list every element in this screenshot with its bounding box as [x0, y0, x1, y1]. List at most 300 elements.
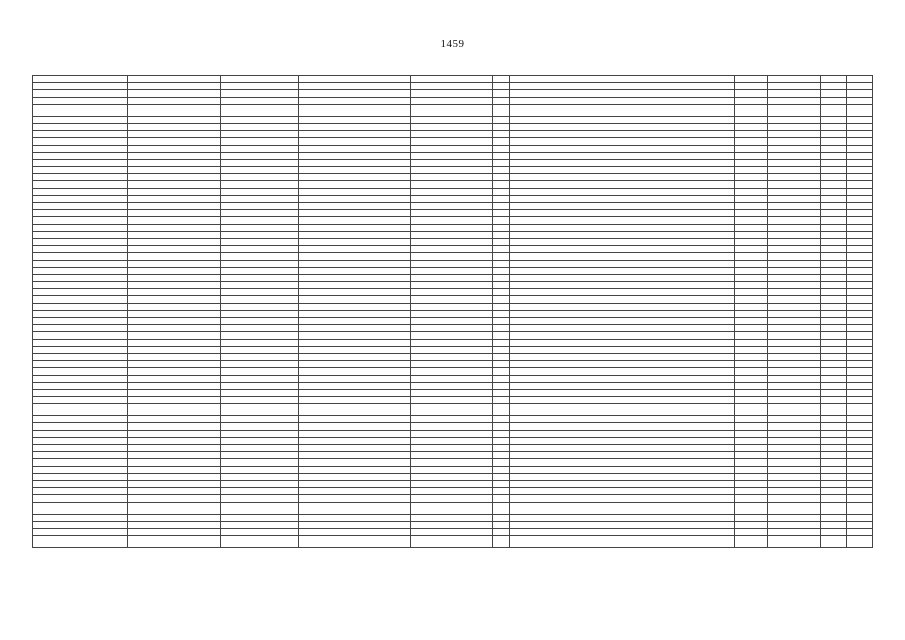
- district-cell: [33, 253, 128, 260]
- locality-cell: [221, 195, 299, 202]
- locality-cell: [221, 76, 299, 83]
- repair-type-cell: [510, 195, 735, 202]
- end-year-cell: [847, 76, 873, 83]
- house-number-cell: [411, 174, 493, 181]
- status-cell: [768, 159, 821, 166]
- district-cell: [33, 210, 128, 217]
- repair-type-cell: [510, 325, 735, 332]
- street-cell: [299, 181, 411, 188]
- status-cell: [768, 123, 821, 130]
- street-cell: [299, 423, 411, 430]
- settlement-cell: [128, 238, 221, 245]
- planned-year-cell: [735, 174, 768, 181]
- end-year-cell: [847, 416, 873, 423]
- planned-year-cell: [735, 416, 768, 423]
- planned-year-cell: [735, 389, 768, 396]
- settlement-cell: [128, 459, 221, 466]
- house-number-cell: [411, 416, 493, 423]
- planned-year-cell: [735, 181, 768, 188]
- start-year-cell: [821, 495, 847, 502]
- district-cell: [33, 310, 128, 317]
- planned-year-cell: [735, 445, 768, 452]
- year-built-cell: [493, 267, 510, 274]
- street-cell: [299, 375, 411, 382]
- settlement-cell: [128, 116, 221, 123]
- repair-type-cell: [510, 289, 735, 296]
- settlement-cell: [128, 174, 221, 181]
- end-year-cell: [847, 159, 873, 166]
- end-year-cell: [847, 437, 873, 444]
- year-built-cell: [493, 152, 510, 159]
- year-built-cell: [493, 260, 510, 267]
- house-number-cell: [411, 339, 493, 346]
- street-cell: [299, 159, 411, 166]
- street-cell: [299, 238, 411, 245]
- street-cell: [299, 361, 411, 368]
- district-cell: [33, 159, 128, 166]
- district-cell: [33, 289, 128, 296]
- district-cell: [33, 445, 128, 452]
- status-cell: [768, 437, 821, 444]
- street-cell: [299, 382, 411, 389]
- locality-cell: [221, 521, 299, 528]
- repair-type-cell: [510, 116, 735, 123]
- end-year-cell: [847, 368, 873, 375]
- repair-type-cell: [510, 528, 735, 535]
- locality-cell: [221, 353, 299, 360]
- locality-cell: [221, 296, 299, 303]
- planned-year-cell: [735, 253, 768, 260]
- house-number-cell: [411, 217, 493, 224]
- repair-type-cell: [510, 404, 735, 416]
- house-number-cell: [411, 459, 493, 466]
- repair-type-cell: [510, 368, 735, 375]
- planned-year-cell: [735, 296, 768, 303]
- repair-type-cell: [510, 310, 735, 317]
- planned-year-cell: [735, 76, 768, 83]
- planned-year-cell: [735, 437, 768, 444]
- house-number-cell: [411, 318, 493, 325]
- year-built-cell: [493, 253, 510, 260]
- district-cell: [33, 521, 128, 528]
- start-year-cell: [821, 90, 847, 97]
- house-number-cell: [411, 104, 493, 116]
- start-year-cell: [821, 274, 847, 281]
- locality-cell: [221, 536, 299, 548]
- locality-cell: [221, 361, 299, 368]
- end-year-cell: [847, 318, 873, 325]
- planned-year-cell: [735, 260, 768, 267]
- start-year-cell: [821, 195, 847, 202]
- start-year-cell: [821, 514, 847, 521]
- planned-year-cell: [735, 488, 768, 495]
- house-number-cell: [411, 83, 493, 90]
- settlement-cell: [128, 167, 221, 174]
- settlement-cell: [128, 445, 221, 452]
- table-row: [33, 325, 873, 332]
- end-year-cell: [847, 167, 873, 174]
- start-year-cell: [821, 181, 847, 188]
- year-built-cell: [493, 346, 510, 353]
- settlement-cell: [128, 480, 221, 487]
- locality-cell: [221, 368, 299, 375]
- year-built-cell: [493, 452, 510, 459]
- house-number-cell: [411, 152, 493, 159]
- district-cell: [33, 488, 128, 495]
- repair-type-cell: [510, 131, 735, 138]
- repair-type-cell: [510, 174, 735, 181]
- start-year-cell: [821, 375, 847, 382]
- table-row: [33, 361, 873, 368]
- repair-type-cell: [510, 318, 735, 325]
- planned-year-cell: [735, 224, 768, 231]
- district-cell: [33, 282, 128, 289]
- planned-year-cell: [735, 231, 768, 238]
- settlement-cell: [128, 437, 221, 444]
- street-cell: [299, 346, 411, 353]
- start-year-cell: [821, 260, 847, 267]
- status-cell: [768, 188, 821, 195]
- table-row: [33, 195, 873, 202]
- end-year-cell: [847, 466, 873, 473]
- street-cell: [299, 502, 411, 514]
- year-built-cell: [493, 83, 510, 90]
- street-cell: [299, 514, 411, 521]
- district-cell: [33, 397, 128, 404]
- planned-year-cell: [735, 90, 768, 97]
- district-cell: [33, 325, 128, 332]
- status-cell: [768, 318, 821, 325]
- planned-year-cell: [735, 217, 768, 224]
- start-year-cell: [821, 480, 847, 487]
- table-row: [33, 310, 873, 317]
- locality-cell: [221, 181, 299, 188]
- district-cell: [33, 116, 128, 123]
- status-cell: [768, 224, 821, 231]
- year-built-cell: [493, 123, 510, 130]
- planned-year-cell: [735, 159, 768, 166]
- street-cell: [299, 217, 411, 224]
- street-cell: [299, 210, 411, 217]
- house-number-cell: [411, 238, 493, 245]
- planned-year-cell: [735, 473, 768, 480]
- start-year-cell: [821, 76, 847, 83]
- status-cell: [768, 332, 821, 339]
- district-cell: [33, 536, 128, 548]
- end-year-cell: [847, 528, 873, 535]
- house-number-cell: [411, 181, 493, 188]
- year-built-cell: [493, 430, 510, 437]
- district-cell: [33, 267, 128, 274]
- start-year-cell: [821, 346, 847, 353]
- planned-year-cell: [735, 382, 768, 389]
- street-cell: [299, 332, 411, 339]
- table-row: [33, 416, 873, 423]
- table-row: [33, 459, 873, 466]
- status-cell: [768, 90, 821, 97]
- planned-year-cell: [735, 303, 768, 310]
- end-year-cell: [847, 116, 873, 123]
- status-cell: [768, 502, 821, 514]
- end-year-cell: [847, 346, 873, 353]
- district-cell: [33, 138, 128, 145]
- locality-cell: [221, 514, 299, 521]
- locality-cell: [221, 203, 299, 210]
- status-cell: [768, 274, 821, 281]
- district-cell: [33, 203, 128, 210]
- end-year-cell: [847, 210, 873, 217]
- repair-type-cell: [510, 97, 735, 104]
- status-cell: [768, 473, 821, 480]
- locality-cell: [221, 430, 299, 437]
- year-built-cell: [493, 181, 510, 188]
- status-cell: [768, 167, 821, 174]
- repair-type-cell: [510, 90, 735, 97]
- locality-cell: [221, 310, 299, 317]
- locality-cell: [221, 318, 299, 325]
- house-number-cell: [411, 138, 493, 145]
- table-body: [33, 76, 873, 548]
- settlement-cell: [128, 502, 221, 514]
- locality-cell: [221, 145, 299, 152]
- end-year-cell: [847, 246, 873, 253]
- year-built-cell: [493, 480, 510, 487]
- start-year-cell: [821, 488, 847, 495]
- start-year-cell: [821, 203, 847, 210]
- status-cell: [768, 353, 821, 360]
- table-row: [33, 274, 873, 281]
- start-year-cell: [821, 246, 847, 253]
- settlement-cell: [128, 397, 221, 404]
- end-year-cell: [847, 289, 873, 296]
- status-cell: [768, 145, 821, 152]
- house-number-cell: [411, 159, 493, 166]
- year-built-cell: [493, 289, 510, 296]
- street-cell: [299, 289, 411, 296]
- status-cell: [768, 368, 821, 375]
- street-cell: [299, 253, 411, 260]
- settlement-cell: [128, 267, 221, 274]
- table-row: [33, 339, 873, 346]
- table-row: [33, 353, 873, 360]
- year-built-cell: [493, 397, 510, 404]
- repair-type-cell: [510, 159, 735, 166]
- year-built-cell: [493, 90, 510, 97]
- end-year-cell: [847, 97, 873, 104]
- status-cell: [768, 253, 821, 260]
- settlement-cell: [128, 375, 221, 382]
- settlement-cell: [128, 404, 221, 416]
- year-built-cell: [493, 238, 510, 245]
- planned-year-cell: [735, 310, 768, 317]
- house-number-cell: [411, 123, 493, 130]
- locality-cell: [221, 152, 299, 159]
- locality-cell: [221, 289, 299, 296]
- table-row: [33, 502, 873, 514]
- district-cell: [33, 332, 128, 339]
- repair-type-cell: [510, 167, 735, 174]
- start-year-cell: [821, 310, 847, 317]
- locality-cell: [221, 397, 299, 404]
- end-year-cell: [847, 488, 873, 495]
- settlement-cell: [128, 210, 221, 217]
- table-row: [33, 123, 873, 130]
- locality-cell: [221, 303, 299, 310]
- repair-schedule-table: [32, 75, 873, 548]
- year-built-cell: [493, 502, 510, 514]
- locality-cell: [221, 502, 299, 514]
- table-row: [33, 260, 873, 267]
- table-row: [33, 488, 873, 495]
- street-cell: [299, 267, 411, 274]
- locality-cell: [221, 210, 299, 217]
- locality-cell: [221, 437, 299, 444]
- status-cell: [768, 459, 821, 466]
- planned-year-cell: [735, 430, 768, 437]
- settlement-cell: [128, 97, 221, 104]
- street-cell: [299, 430, 411, 437]
- street-cell: [299, 437, 411, 444]
- end-year-cell: [847, 152, 873, 159]
- start-year-cell: [821, 423, 847, 430]
- year-built-cell: [493, 473, 510, 480]
- table-row: [33, 296, 873, 303]
- start-year-cell: [821, 159, 847, 166]
- house-number-cell: [411, 90, 493, 97]
- settlement-cell: [128, 416, 221, 423]
- locality-cell: [221, 488, 299, 495]
- locality-cell: [221, 97, 299, 104]
- status-cell: [768, 104, 821, 116]
- status-cell: [768, 528, 821, 535]
- planned-year-cell: [735, 267, 768, 274]
- status-cell: [768, 495, 821, 502]
- street-cell: [299, 167, 411, 174]
- year-built-cell: [493, 416, 510, 423]
- start-year-cell: [821, 318, 847, 325]
- street-cell: [299, 416, 411, 423]
- locality-cell: [221, 282, 299, 289]
- year-built-cell: [493, 339, 510, 346]
- planned-year-cell: [735, 480, 768, 487]
- house-number-cell: [411, 274, 493, 281]
- table-row: [33, 83, 873, 90]
- settlement-cell: [128, 181, 221, 188]
- planned-year-cell: [735, 138, 768, 145]
- table-row: [33, 430, 873, 437]
- year-built-cell: [493, 310, 510, 317]
- district-cell: [33, 131, 128, 138]
- settlement-cell: [128, 353, 221, 360]
- planned-year-cell: [735, 289, 768, 296]
- district-cell: [33, 375, 128, 382]
- year-built-cell: [493, 224, 510, 231]
- planned-year-cell: [735, 123, 768, 130]
- planned-year-cell: [735, 188, 768, 195]
- year-built-cell: [493, 303, 510, 310]
- locality-cell: [221, 260, 299, 267]
- year-built-cell: [493, 246, 510, 253]
- end-year-cell: [847, 224, 873, 231]
- end-year-cell: [847, 195, 873, 202]
- start-year-cell: [821, 167, 847, 174]
- locality-cell: [221, 382, 299, 389]
- locality-cell: [221, 375, 299, 382]
- start-year-cell: [821, 416, 847, 423]
- settlement-cell: [128, 473, 221, 480]
- district-cell: [33, 145, 128, 152]
- planned-year-cell: [735, 332, 768, 339]
- year-built-cell: [493, 521, 510, 528]
- status-cell: [768, 195, 821, 202]
- locality-cell: [221, 495, 299, 502]
- start-year-cell: [821, 131, 847, 138]
- settlement-cell: [128, 488, 221, 495]
- locality-cell: [221, 404, 299, 416]
- locality-cell: [221, 346, 299, 353]
- settlement-cell: [128, 152, 221, 159]
- locality-cell: [221, 274, 299, 281]
- end-year-cell: [847, 353, 873, 360]
- table-row: [33, 131, 873, 138]
- start-year-cell: [821, 253, 847, 260]
- start-year-cell: [821, 397, 847, 404]
- repair-type-cell: [510, 397, 735, 404]
- table-row: [33, 536, 873, 548]
- planned-year-cell: [735, 397, 768, 404]
- end-year-cell: [847, 332, 873, 339]
- year-built-cell: [493, 325, 510, 332]
- house-number-cell: [411, 382, 493, 389]
- year-built-cell: [493, 466, 510, 473]
- table-row: [33, 76, 873, 83]
- planned-year-cell: [735, 246, 768, 253]
- end-year-cell: [847, 521, 873, 528]
- settlement-cell: [128, 528, 221, 535]
- locality-cell: [221, 325, 299, 332]
- end-year-cell: [847, 274, 873, 281]
- street-cell: [299, 325, 411, 332]
- page-number: 1459: [440, 38, 465, 50]
- district-cell: [33, 404, 128, 416]
- district-cell: [33, 346, 128, 353]
- house-number-cell: [411, 188, 493, 195]
- start-year-cell: [821, 473, 847, 480]
- street-cell: [299, 224, 411, 231]
- status-cell: [768, 116, 821, 123]
- house-number-cell: [411, 282, 493, 289]
- end-year-cell: [847, 361, 873, 368]
- district-cell: [33, 246, 128, 253]
- end-year-cell: [847, 452, 873, 459]
- planned-year-cell: [735, 495, 768, 502]
- settlement-cell: [128, 303, 221, 310]
- planned-year-cell: [735, 423, 768, 430]
- locality-cell: [221, 224, 299, 231]
- house-number-cell: [411, 76, 493, 83]
- status-cell: [768, 445, 821, 452]
- table-row: [33, 203, 873, 210]
- end-year-cell: [847, 104, 873, 116]
- repair-type-cell: [510, 260, 735, 267]
- repair-type-cell: [510, 466, 735, 473]
- locality-cell: [221, 423, 299, 430]
- house-number-cell: [411, 375, 493, 382]
- settlement-cell: [128, 253, 221, 260]
- planned-year-cell: [735, 353, 768, 360]
- planned-year-cell: [735, 404, 768, 416]
- table-row: [33, 97, 873, 104]
